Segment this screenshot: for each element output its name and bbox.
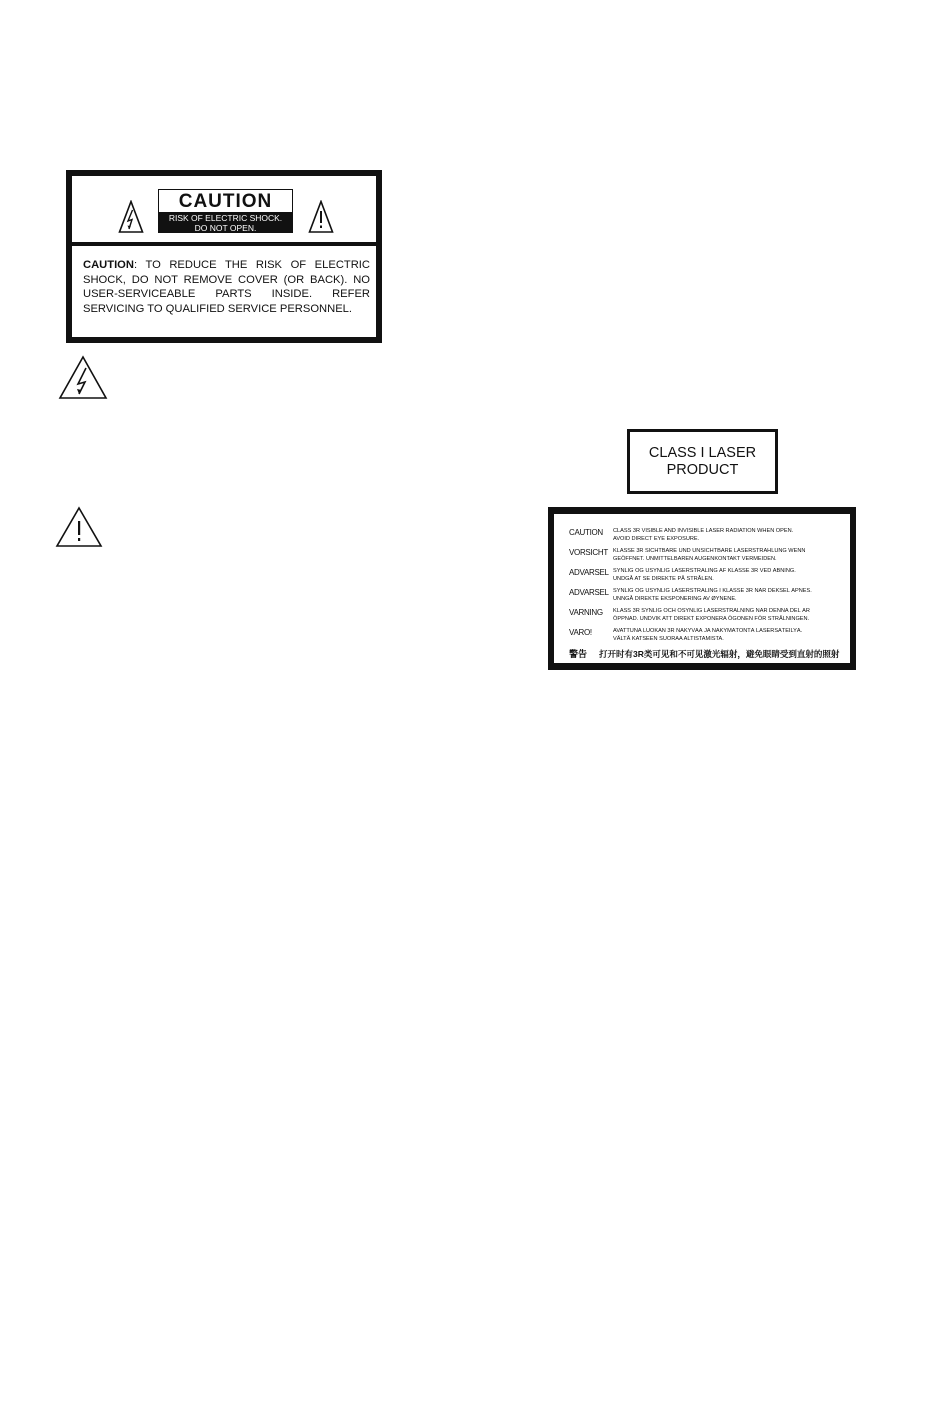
caution-body-message: : TO REDUCE THE RISK OF ELECTRIC SHOCK, DO NOT REMOVE COVER (OR BACK). NO USER-SERVICEABLE PARTS INSIDE. REFER SERVICING TO QUALIFIED SERVICE PERSONNEL. (83, 259, 370, 315)
laser-warning-line: CLASS 3R VISIBLE AND INVISIBLE LASER RADIATION WHEN OPEN. (613, 528, 794, 534)
laser-warning-body (554, 514, 850, 663)
laser-warning-text (613, 528, 847, 544)
laser-warning-line: SYNLIG OG USYNLIG LASERSTRÅLING AF KLASSE 3R VED ÅBNING. (613, 568, 796, 574)
exclamation-triangle-icon (308, 200, 334, 234)
caution-badge-line1: RISK OF ELECTRIC SHOCK. (168, 213, 283, 223)
exclamation-triangle-icon (55, 506, 103, 553)
caution-body-text (83, 258, 370, 316)
laser-warning-term: CAUTION (569, 528, 603, 537)
laser-warning-line: GEÖFFNET. UNMITTELBAREN AUGENKONTAKT VERMEIDEN. (613, 555, 777, 562)
caution-badge-line2: DO NOT OPEN. (194, 223, 257, 233)
caution-badge (158, 189, 293, 233)
laser-warning-text (613, 548, 847, 564)
lightning-bolt-triangle-icon (118, 200, 144, 234)
laser-warning-line: UNDGÅ AT SE DIREKTE PÅ STRÅLEN. (613, 575, 714, 582)
class-laser-product-label (627, 429, 778, 494)
caution-label (66, 170, 382, 343)
caution-label-header (72, 176, 376, 242)
laser-warning-line: KLASSE 3R SICHTBARE UND UNSICHTBARE LASERSTRAHLUNG WENN (613, 548, 806, 554)
laser-warning-term: 警告 (569, 649, 588, 659)
laser-warning-line: KLASS 3R SYNLIG OCH OSYNLIG LASERSTRÅLNING NÄR DENNA DEL ÄR (613, 608, 810, 614)
laser-warning-line: AVOID DIRECT EYE EXPOSURE. (613, 535, 700, 542)
caution-badge-subtitle (159, 212, 292, 233)
laser-warning-term: VARNING (569, 608, 603, 617)
class-label-line2: PRODUCT (666, 462, 739, 478)
lightning-bolt-triangle-icon (58, 355, 108, 405)
laser-warning-line: SYNLIG OG USYNLIG LASERSTRÅLING I KLASSE 3R NÅR DEKSEL ÅPNES. (613, 588, 812, 594)
laser-warning-term: ADVARSEL (569, 588, 609, 597)
laser-warning-label (548, 507, 856, 670)
class-label-line1: CLASS I LASER (648, 445, 757, 461)
laser-warning-term: VORSICHT (569, 548, 608, 557)
laser-warning-text (613, 568, 847, 584)
laser-warning-line: VÄLTÄ KATSEEN SUORAA ALTISTAMISTA. (613, 635, 724, 642)
laser-warning-line: AVATTUNA LUOKAN 3R NÄKYVÄÄ JA NÄKYMÄTÖNTÄ LASERSÄTEILYÄ. (613, 628, 803, 634)
caution-body-label: CAUTION (83, 259, 134, 271)
caution-badge-title: CAUTION (178, 191, 273, 212)
laser-warning-line: UNNGÅ DIREKTE EKSPONERING AV ØYNENE. (613, 595, 737, 602)
laser-warning-line: ÖPPNAD. UNDVIK ATT DIREKT EXPONERA ÖGONEN FÖR STRÅLNINGEN. (613, 615, 810, 622)
laser-warning-text (613, 588, 847, 604)
caution-label-body (72, 246, 376, 337)
laser-warning-text (613, 628, 847, 644)
laser-warning-text (613, 608, 847, 624)
laser-warning-term: VARO! (569, 628, 592, 637)
laser-warning-term: ADVARSEL (569, 568, 609, 577)
laser-warning-text: 打开时有3R类可见和不可见激光辐射，避免眼睛受到直射的照射 (599, 649, 840, 659)
